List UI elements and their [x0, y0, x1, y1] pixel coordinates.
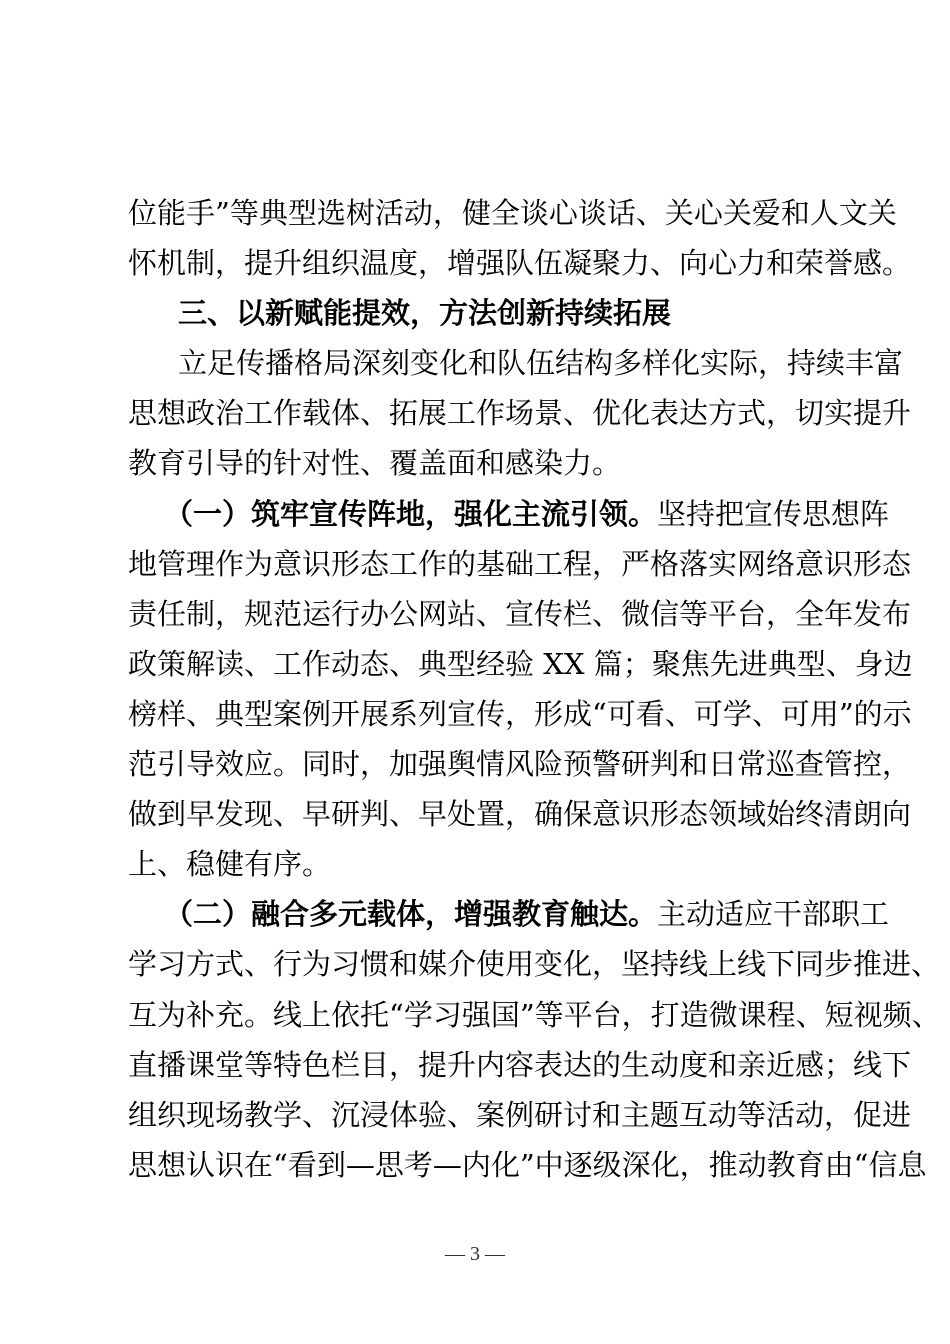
- body-text: 范引导效应。同时，加强舆情风险预警研判和日常巡查管控，: [128, 747, 912, 782]
- body-text: 坚持把宣传思想阵: [657, 496, 890, 531]
- body-text: 互为补充。线上依托“学习强国”等平台，打造微课程、短视频、: [128, 997, 941, 1032]
- text-line: [128, 489, 890, 539]
- body-text: 思想认识在“看到—思考—内化”中逐级深化，推动教育由“信息: [128, 1147, 927, 1182]
- body-text: 教育引导的针对性、覆盖面和感染力。: [128, 446, 622, 481]
- text-line: [128, 338, 904, 388]
- text-line: [128, 1140, 927, 1190]
- page-number: — 3 —: [445, 1243, 505, 1265]
- body-text: 政策解读、工作动态、典型经验 XX 篇；聚焦先进典型、身边: [128, 646, 913, 681]
- text-line: [128, 1090, 912, 1140]
- text-line: [128, 739, 912, 789]
- body-text: 地管理作为意识形态工作的基础工程，严格落实网络意识形态: [128, 546, 912, 581]
- body-text: 责任制，规范运行办公网站、宣传栏、微信等平台，全年发布: [128, 596, 912, 631]
- text-line: [128, 889, 890, 939]
- body-text: 榜样、典型案例开展系列宣传，形成“可看、可学、可用”的示: [128, 696, 912, 731]
- text-line: [128, 689, 912, 739]
- text-line: [128, 639, 913, 689]
- body-text: 直播课堂等特色栏目，提升内容表达的生动度和亲近感；线下: [128, 1047, 912, 1082]
- text-line: [128, 438, 822, 488]
- section-heading: [128, 288, 822, 338]
- text-line: [128, 238, 912, 288]
- text-line: [128, 388, 912, 438]
- text-line: [128, 589, 912, 639]
- text-line: [128, 539, 912, 589]
- text-line: [128, 789, 912, 839]
- body-text: 位能手”等典型选树活动，健全谈心谈话、关心关爱和人文关: [128, 196, 897, 230]
- body-text: 思想政治工作载体、拓展工作场景、优化表达方式，切实提升: [128, 396, 912, 431]
- document-body: [128, 188, 941, 1190]
- continued-paragraph: [128, 188, 912, 288]
- bold-heading-text: （一）筑牢宣传阵地，强化主流引领。: [164, 496, 658, 531]
- text-line: [128, 939, 941, 989]
- body-text: 上、稳健有序。: [128, 847, 332, 882]
- text-line: [128, 990, 941, 1040]
- body-text: 学习方式、行为习惯和媒介使用变化，坚持线上线下同步推进、: [128, 947, 941, 982]
- subsection-1-paragraph: [128, 489, 913, 890]
- bold-heading-text: 三、以新赋能提效，方法创新持续拓展: [178, 296, 672, 331]
- text-line: [128, 188, 897, 238]
- text-line: [128, 288, 822, 338]
- section-intro-paragraph: [128, 338, 912, 488]
- body-text: 主动适应干部职工: [657, 897, 890, 932]
- bold-heading-text: （二）融合多元载体，增强教育触达。: [164, 897, 658, 932]
- subsection-2-paragraph: [128, 889, 941, 1190]
- text-line: [128, 839, 822, 889]
- body-text: 组织现场教学、沉浸体验、案例研讨和主题互动等活动，促进: [128, 1097, 912, 1132]
- body-text: 怀机制，提升组织温度，增强队伍凝聚力、向心力和荣誉感。: [128, 246, 912, 281]
- text-line: [128, 1040, 912, 1090]
- body-text: 立足传播格局深刻变化和队伍结构多样化实际，持续丰富: [178, 346, 904, 381]
- body-text: 做到早发现、早研判、早处置，确保意识形态领域始终清朗向: [128, 797, 912, 832]
